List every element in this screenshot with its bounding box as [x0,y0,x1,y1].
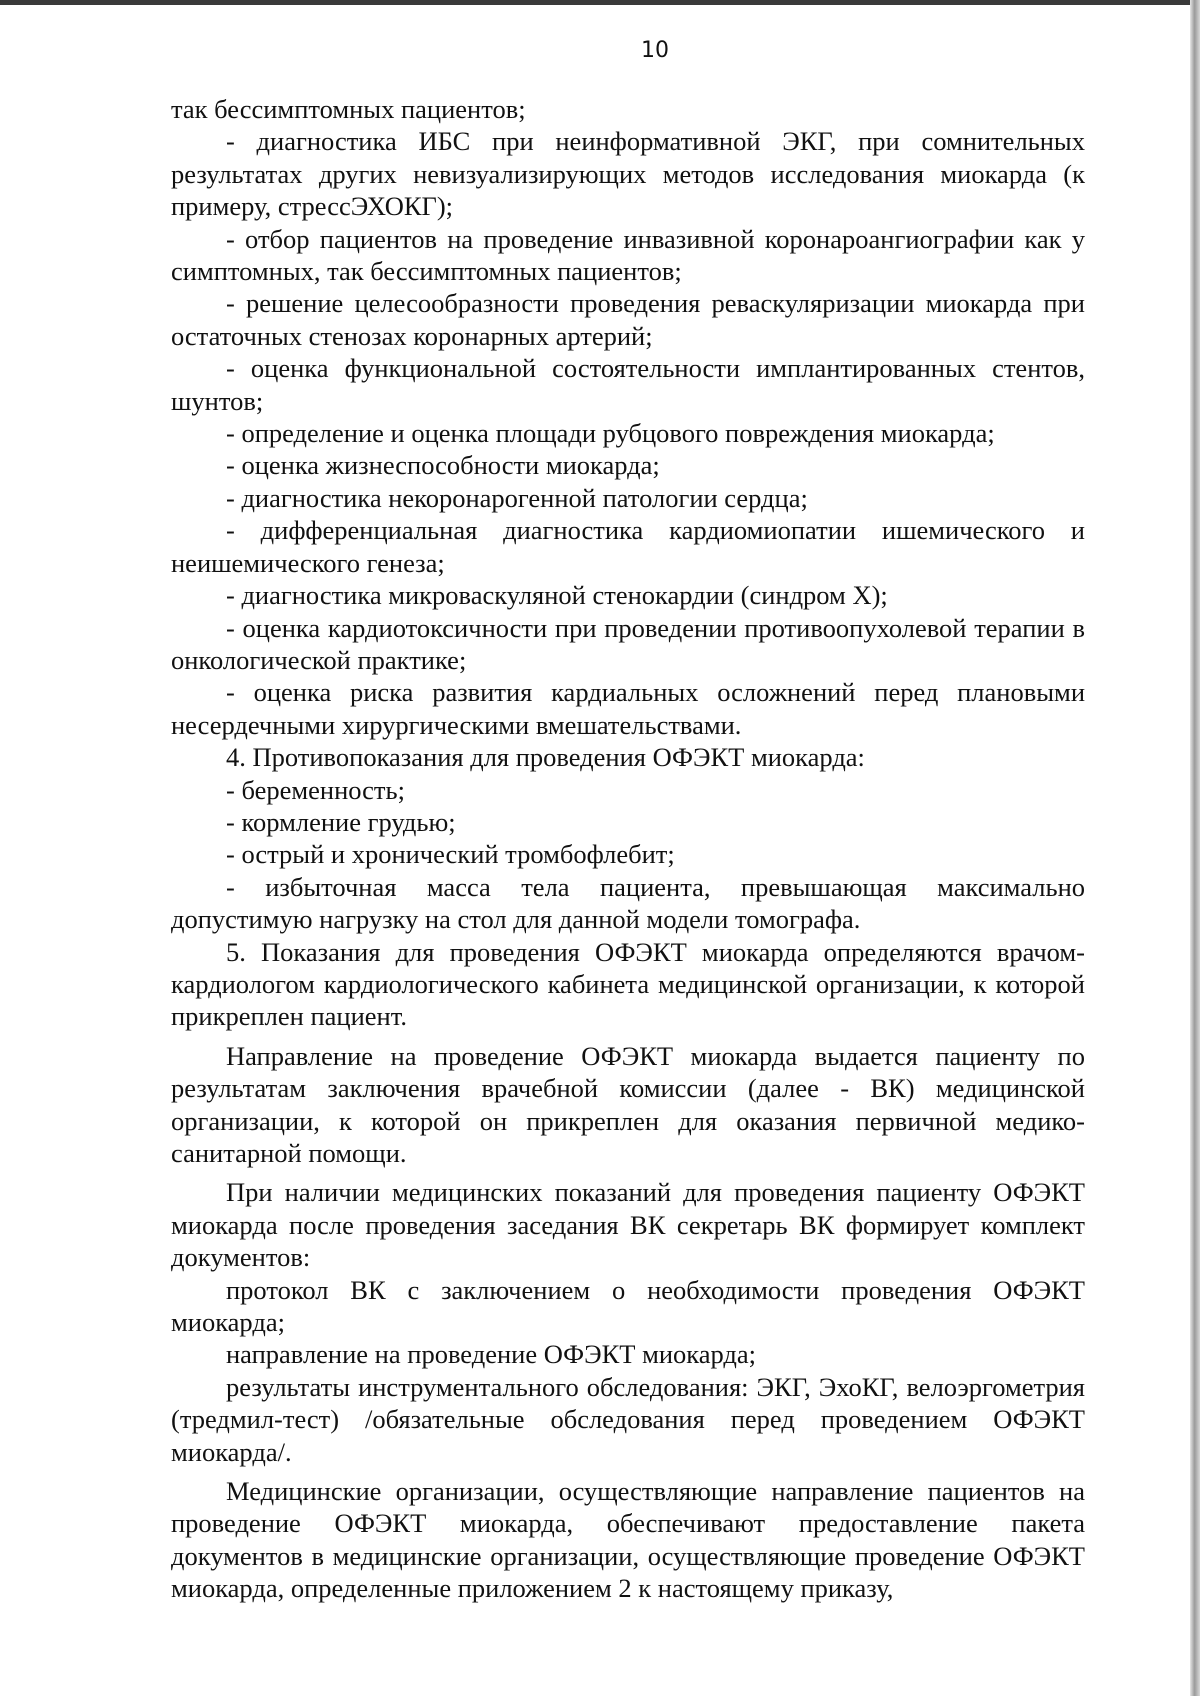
list-item: - оценка жизнеспособности миокарда; [226,450,660,481]
paragraph: При наличии медицинских показаний для проведения пациенту ОФЭКТ миокарда после проведения заседания ВК секретарь ВК формирует комплект документов: [171,1177,1085,1273]
list-item: - диагностика некоронарогенной патологии сердца; [226,482,808,513]
list-item: - острый и хронический тромбофлебит; [226,839,675,870]
list-item: - определение и оценка площади рубцового повреждения миокарда; [226,418,995,449]
list-item: результаты инструментального обследования: ЭКГ, ЭхоКГ, велоэргометрия (тредмил-тест) /обязательные обследования перед проведением ОФЭКТ миокарда/. [171,1371,1085,1467]
document-body [171,93,1085,1605]
list-item: - дифференциальная диагностика кардиомиопатии ишемического и неишемического генеза; [171,515,1085,578]
paragraph: Направление на проведение ОФЭКТ миокарда выдается пациенту по результатам заключения врачебной комиссии (далее - ВК) медицинской организации, к которой он прикреплен для оказания первичной медико-санитарной помощи. [171,1040,1085,1168]
list-item: - оценка функциональной состоятельности имплантированных стентов, шунтов; [171,353,1085,416]
list-item: - отбор пациентов на проведение инвазивной коронароангиографии как у симптомных, так бессимптомных пациентов; [171,223,1085,287]
list-item: - кормление грудью; [226,806,456,837]
section-heading: 4. Противопоказания для проведения ОФЭКТ миокарда: [226,742,865,773]
scan-top-edge [0,0,1200,5]
list-item: - решение целесообразности проведения реваскуляризации миокарда при остаточных стенозах коронарных артерий; [171,288,1085,351]
list-item: - избыточная масса тела пациента, превышающая максимально допустимую нагрузку на стол для данной модели томографа. [171,871,1085,935]
list-item: направление на проведение ОФЭКТ миокарда; [226,1339,757,1370]
list-item: - диагностика микроваскуляной стенокардии (синдром X); [226,580,888,611]
scan-right-edge [1190,0,1200,1696]
paragraph: так бессимптомных пациентов; [171,94,526,124]
list-item: - беременность; [226,774,405,805]
paragraph: Медицинские организации, осуществляющие направление пациентов на проведение ОФЭКТ миокарда, обеспечивают предоставление пакета документов в медицинские организации, осуществляющие проведение ОФЭКТ миокарда, определенные приложением 2 к настоящему приказу, [171,1476,1085,1604]
paragraph: 5. Показания для проведения ОФЭКТ миокарда определяются врачом-кардиологом кардиологического кабинета медицинской организации, к которой прикреплен пациент. [171,936,1085,1032]
page-number: 10 [641,38,669,63]
list-item: - оценка риска развития кардиальных осложнений перед плановыми несердечными хирургическими вмешательствами. [171,677,1085,740]
list-item: - оценка кардиотоксичности при проведении противоопухолевой терапии в онкологической практике; [171,612,1085,675]
list-item: протокол ВК с заключением о необходимости проведения ОФЭКТ миокарда; [171,1274,1085,1338]
list-item: - диагностика ИБС при неинформативной ЭКГ, при сомнительных результатах других невизуализирующих методов исследования миокарда (к примеру, стрессЭХОКГ); [171,126,1085,222]
